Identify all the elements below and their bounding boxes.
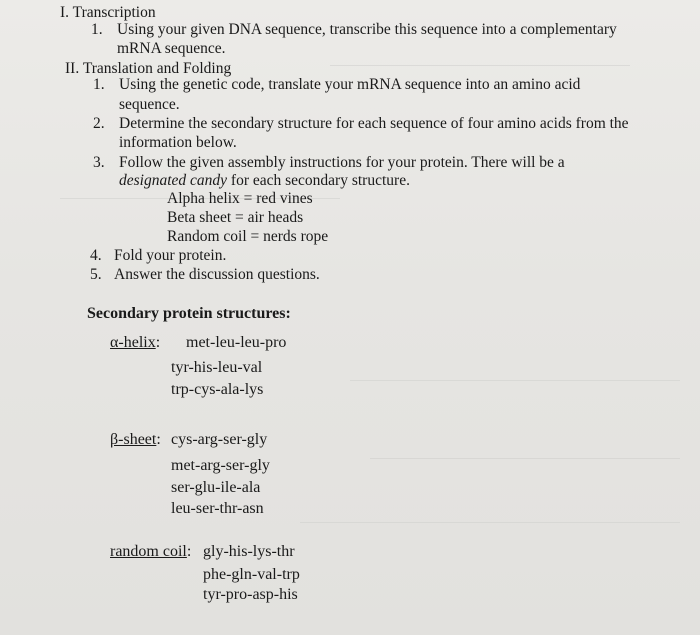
section-1-title: Transcription bbox=[72, 4, 156, 21]
section-2-step-5: Answer the discussion questions. bbox=[114, 266, 320, 283]
random-coil-label-line bbox=[110, 542, 191, 561]
section-2-step-2-number: 2. bbox=[93, 115, 105, 132]
section-1-step-1-line-2: mRNA sequence. bbox=[117, 40, 226, 57]
section-2-step-3-number: 3. bbox=[93, 154, 105, 171]
candy-beta-sheet: Beta sheet = air heads bbox=[167, 209, 304, 226]
section-2-step-3-line-2 bbox=[119, 171, 410, 190]
alpha-helix-seq-3: trp-cys-ala-lys bbox=[171, 381, 264, 398]
candy-random-coil: Random coil = nerds rope bbox=[167, 228, 329, 245]
section-1-number: I. bbox=[60, 4, 70, 21]
random-coil-colon: : bbox=[186, 543, 192, 560]
random-coil-seq-2: phe-gln-val-trp bbox=[203, 566, 300, 583]
random-coil-label: random coil bbox=[110, 543, 187, 560]
section-2-step-1-number: 1. bbox=[93, 76, 105, 93]
alpha-helix-colon: : bbox=[155, 334, 161, 351]
section-2-step-3-line-2-rest: for each secondary structure. bbox=[227, 172, 410, 189]
beta-sheet-label-line bbox=[110, 430, 161, 449]
section-2-step-3-line-1: Follow the given assembly instructions for your protein. There will be a bbox=[119, 154, 565, 171]
section-2-step-2-line-2: information below. bbox=[119, 134, 237, 151]
random-coil-seq-3: tyr-pro-asp-his bbox=[203, 586, 298, 603]
section-2-step-4-number: 4. bbox=[90, 247, 102, 264]
section-2-step-1-line-2: sequence. bbox=[119, 96, 180, 113]
candy-alpha-helix: Alpha helix = red vines bbox=[167, 190, 313, 207]
alpha-helix-label: α-helix bbox=[110, 334, 156, 351]
section-2-step-5-number: 5. bbox=[90, 266, 102, 283]
section-2-number: II. bbox=[65, 60, 80, 77]
designated-candy-emphasis: designated candy bbox=[119, 172, 228, 189]
random-coil-seq-1: gly-his-lys-thr bbox=[203, 543, 295, 560]
section-1-step-1-number: 1. bbox=[91, 21, 103, 38]
beta-sheet-seq-4: leu-ser-thr-asn bbox=[171, 500, 264, 517]
section-2-step-1-line-1: Using the genetic code, translate your mRNA sequence into an amino acid bbox=[119, 76, 581, 93]
section-1-step-1-line-1: Using your given DNA sequence, transcribe this sequence into a complementary bbox=[117, 21, 617, 38]
section-2-step-2-line-1: Determine the secondary structure for each sequence of four amino acids from the bbox=[119, 115, 629, 132]
alpha-helix-seq-2: tyr-his-leu-val bbox=[171, 359, 263, 376]
beta-sheet-label: β-sheet bbox=[110, 431, 157, 448]
beta-sheet-seq-2: met-arg-ser-gly bbox=[171, 457, 270, 474]
secondary-structures-heading: Secondary protein structures: bbox=[87, 305, 291, 322]
beta-sheet-seq-3: ser-glu-ile-ala bbox=[171, 479, 261, 496]
section-2-step-4: Fold your protein. bbox=[114, 247, 227, 264]
beta-sheet-seq-1: cys-arg-ser-gly bbox=[171, 431, 268, 448]
alpha-helix-seq-1: met-leu-leu-pro bbox=[186, 334, 287, 351]
alpha-helix-label-line bbox=[110, 333, 160, 352]
beta-sheet-colon: : bbox=[156, 431, 161, 448]
section-2-title: Translation and Folding bbox=[82, 60, 232, 77]
